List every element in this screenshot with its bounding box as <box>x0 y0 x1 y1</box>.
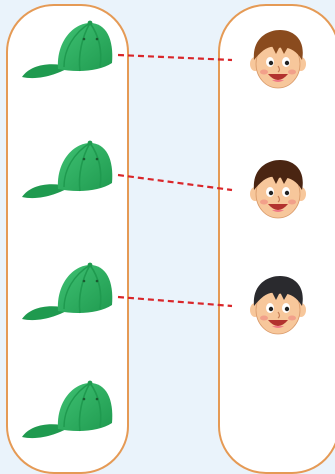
match-line <box>118 175 232 190</box>
boy-face-icon <box>250 160 306 218</box>
match-line <box>118 297 232 306</box>
match-line <box>118 55 232 60</box>
green-cap-icon <box>22 141 112 198</box>
boy-face-icon <box>250 30 306 88</box>
green-cap-icon <box>22 263 112 320</box>
green-cap-icon <box>22 381 112 438</box>
green-cap-icon <box>22 21 112 78</box>
boy-face-icon <box>250 276 306 334</box>
